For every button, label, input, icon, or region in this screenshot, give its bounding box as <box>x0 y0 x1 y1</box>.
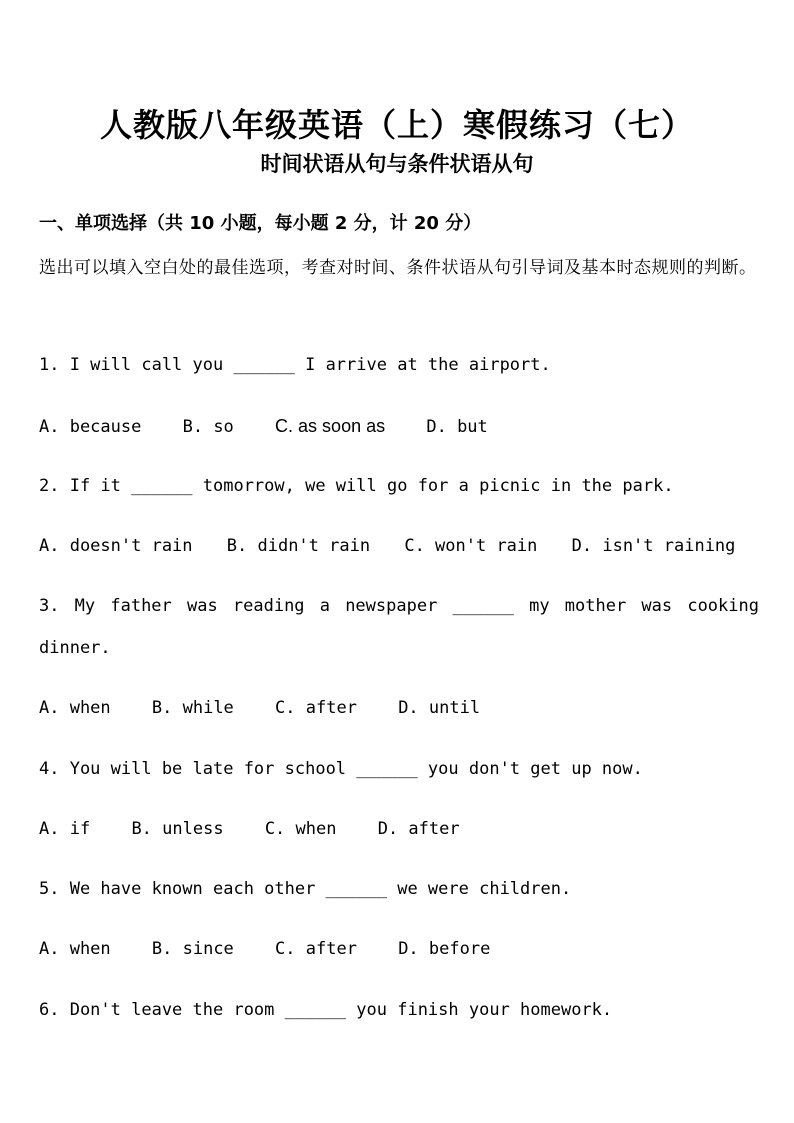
question-5-stem: 5. We have known each other ______ we were children. <box>39 879 572 899</box>
question-3-option-c: C. after <box>275 698 357 718</box>
question-3-option-d: D. until <box>398 698 481 718</box>
question-1-stem: 1. I will call you ______ I arrive at the airport. <box>39 355 551 375</box>
question-2-option-d: D. isn't raining <box>571 536 736 556</box>
question-4-option-b: B. unless <box>131 819 224 839</box>
section-heading: 一、单项选择（共 10 小题，每小题 2 分，计 20 分） <box>39 213 482 234</box>
question-5-option-d: D. before <box>398 939 491 959</box>
worksheet-subtitle: 时间状语从句与条件状语从句 <box>260 152 534 176</box>
question-2-option-b: B. didn't rain <box>226 536 371 556</box>
question-4-options <box>39 819 460 839</box>
question-1-options <box>39 416 488 437</box>
question-1-option-a: A. because <box>39 417 142 437</box>
question-2-options <box>39 536 735 556</box>
question-4-option-c: C. when <box>264 819 337 839</box>
question-5-option-c: C. after <box>275 939 357 959</box>
question-2-option-a: A. doesn't rain <box>39 536 193 556</box>
question-6-stem: 6. Don't leave the room ______ you finish your homework. <box>39 1000 613 1020</box>
worksheet-title: 人教版八年级英语（上）寒假练习（七） <box>99 106 694 144</box>
question-5-option-a: A. when <box>39 939 111 959</box>
question-4-stem: 4. You will be late for school ______ you don't get up now. <box>39 759 643 779</box>
question-4-option-d: D. after <box>377 819 460 839</box>
question-3-option-b: B. while <box>151 698 234 718</box>
question-3-stem-line-1: 3. My father was reading a newspaper ______ my mother was cooking <box>39 596 759 616</box>
question-4-option-a: A. if <box>39 819 91 839</box>
question-2-option-c: C. won't rain <box>404 536 538 556</box>
question-1-option-b: B. so <box>182 417 234 437</box>
question-3-stem-line-2: dinner. <box>39 638 111 658</box>
section-instructions: 选出可以填入空白处的最佳选项，考查对时间、条件状语从句引导词及基本时态规则的判断。 <box>39 258 757 278</box>
question-1-option-c: C. as soon as <box>275 416 386 436</box>
question-2-stem: 2. If it ______ tomorrow, we will go for a picnic in the park. <box>39 476 674 496</box>
question-3-options <box>39 698 480 718</box>
question-5-option-b: B. since <box>151 939 234 959</box>
question-5-options <box>39 939 490 959</box>
question-1-option-d: D. but <box>426 417 488 437</box>
question-3-option-a: A. when <box>39 698 111 718</box>
